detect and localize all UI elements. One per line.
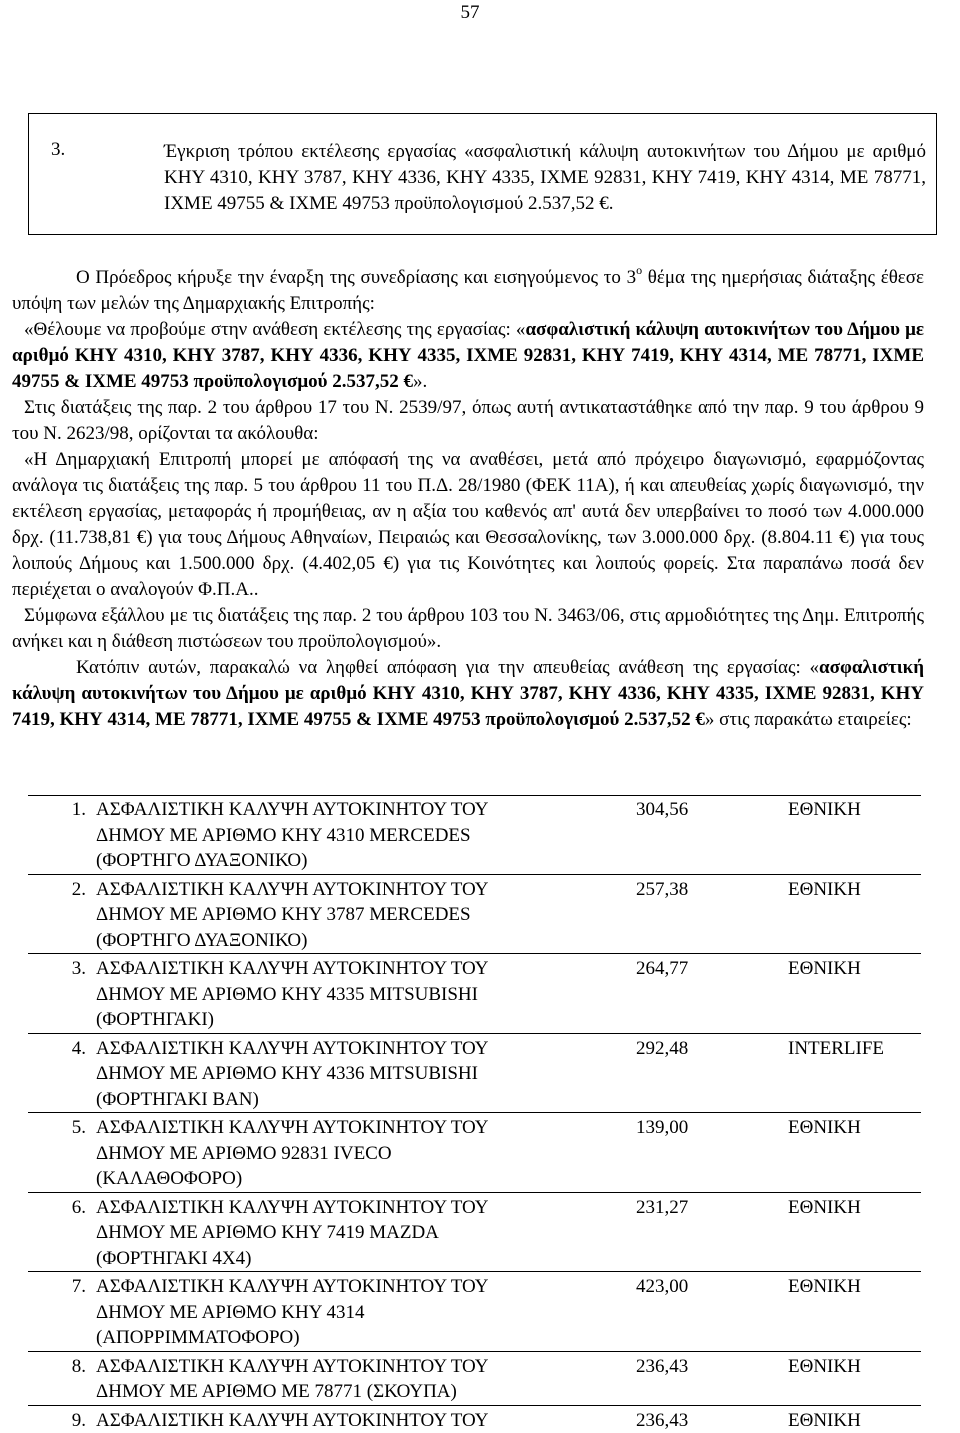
- row-company: ΕΘΝΙΚΗ: [783, 874, 921, 954]
- row-amount: 236,43: [606, 1351, 783, 1405]
- minutes-body: [12, 265, 924, 733]
- row-number: 5.: [28, 1113, 92, 1193]
- row-description: [92, 1272, 606, 1352]
- row-amount: 292,48: [606, 1033, 783, 1113]
- description-line: ΔΗΜΟΥ ΜΕ ΑΡΙΘΜΟ ΜΕ 78771 (ΣΚΟΥΠΑ): [96, 1379, 606, 1405]
- description-line: (ΦΟΡΤΗΓΑΚΙ ΒΑΝ): [96, 1087, 606, 1113]
- row-description: [92, 1405, 606, 1433]
- row-company: ΕΘΝΙΚΗ: [783, 1192, 921, 1272]
- row-number: 6.: [28, 1192, 92, 1272]
- row-description: [92, 1192, 606, 1272]
- description-line: ΔΗΜΟΥ ΜΕ ΑΡΙΘΜΟ ΚΗΥ 4335 MITSUBISHI: [96, 982, 606, 1008]
- agenda-item-number: 3.: [51, 139, 65, 161]
- row-number: 7.: [28, 1272, 92, 1352]
- agenda-item-title: Έγκριση τρόπου εκτέλεσης εργασίας «ασφαλιστική κάλυψη αυτοκινήτων του Δήμου με αριθμό ΚΗΥ 4310, ΚΗΥ 3787, ΚΗΥ 4336, ΚΗΥ 4335, ΙΧΜΕ 92831, ΚΗΥ 7419, ΚΗΥ 4314, ΜΕ 78771, ΙΧΜΕ 49755 & ΙΧΜΕ 49753 προϋπολογισμού 2.537,52 €.: [164, 139, 926, 217]
- row-amount: 139,00: [606, 1113, 783, 1193]
- row-company: ΕΘΝΙΚΗ: [783, 1351, 921, 1405]
- row-company: ΕΘΝΙΚΗ: [783, 1113, 921, 1193]
- intro-text-b: θέμα της ημερήσιας διάταξης έθεσε υπόψη των μελών της Δημαρχιακής Επιτροπής:: [12, 267, 924, 314]
- table-row: [28, 954, 921, 1034]
- row-description: [92, 1351, 606, 1405]
- table-row: [28, 795, 921, 874]
- row-amount: 257,38: [606, 874, 783, 954]
- row-number: 9.: [28, 1405, 92, 1433]
- table-row: [28, 1272, 921, 1352]
- description-line: ΑΣΦΑΛΙΣΤΙΚΗ ΚΑΛΥΨΗ ΑΥΤΟΚΙΝΗΤΟΥ ΤΟΥ: [96, 1408, 606, 1433]
- description-line: (ΦΟΡΤΗΓΟ ΔΥΑΞΟΝΙΚΟ): [96, 928, 606, 954]
- table-row: [28, 1033, 921, 1113]
- row-company: ΕΘΝΙΚΗ: [783, 795, 921, 874]
- law-reference-paragraph: Στις διατάξεις της παρ. 2 του άρθρου 17 του Ν. 2539/97, όπως αυτή αντικαταστάθηκε από την παρ. 9 του άρθρου 9 του Ν. 2623/98, ορίζονται τα ακόλουθα:: [12, 395, 924, 447]
- row-company: INTERLIFE: [783, 1033, 921, 1113]
- table-row: [28, 1405, 921, 1433]
- row-amount: 236,43: [606, 1405, 783, 1433]
- description-line: ΔΗΜΟΥ ΜΕ ΑΡΙΘΜΟ ΚΗΥ 3787 MERCEDES: [96, 902, 606, 928]
- decision-request-paragraph: [12, 655, 924, 733]
- description-line: ΔΗΜΟΥ ΜΕ ΑΡΙΘΜΟ ΚΗΥ 4336 MITSUBISHI: [96, 1061, 606, 1087]
- row-description: [92, 1033, 606, 1113]
- description-line: ΑΣΦΑΛΙΣΤΙΚΗ ΚΑΛΥΨΗ ΑΥΤΟΚΙΝΗΤΟΥ ΤΟΥ: [96, 797, 606, 823]
- description-line: (ΦΟΡΤΗΓΑΚΙ 4Χ4): [96, 1246, 606, 1272]
- row-description: [92, 1113, 606, 1193]
- agenda-item-box: [28, 113, 937, 235]
- row-amount: 423,00: [606, 1272, 783, 1352]
- description-line: (ΚΑΛΑΘΟΦΟΡΟ): [96, 1166, 606, 1192]
- decision-text-a: Κατόπιν αυτών, παρακαλώ να ληφθεί απόφαση για την απευθείας ανάθεση της εργασίας: «: [76, 657, 819, 678]
- row-amount: 231,27: [606, 1192, 783, 1272]
- row-company: ΕΘΝΙΚΗ: [783, 954, 921, 1034]
- proposal-text-b: ».: [413, 371, 427, 392]
- ordinal-superscript: ο: [636, 263, 642, 277]
- budget-paragraph: Σύμφωνα εξάλλου με τις διατάξεις της παρ. 2 του άρθρου 103 του Ν. 3463/06, στις αρμοδιότητες της Δημ. Επιτροπής ανήκει και η διάθεση πιστώσεων του προϋπολογισμού».: [12, 603, 924, 655]
- description-line: ΑΣΦΑΛΙΣΤΙΚΗ ΚΑΛΥΨΗ ΑΥΤΟΚΙΝΗΤΟΥ ΤΟΥ: [96, 877, 606, 903]
- description-line: (ΑΠΟΡΡΙΜΜΑΤΟΦΟΡΟ): [96, 1325, 606, 1351]
- description-line: ΔΗΜΟΥ ΜΕ ΑΡΙΘΜΟ 92831 IVECO: [96, 1141, 606, 1167]
- description-line: ΑΣΦΑΛΙΣΤΙΚΗ ΚΑΛΥΨΗ ΑΥΤΟΚΙΝΗΤΟΥ ΤΟΥ: [96, 1354, 606, 1380]
- row-number: 3.: [28, 954, 92, 1034]
- description-line: ΑΣΦΑΛΙΣΤΙΚΗ ΚΑΛΥΨΗ ΑΥΤΟΚΙΝΗΤΟΥ ΤΟΥ: [96, 1274, 606, 1300]
- intro-text-a: Ο Πρόεδρος κήρυξε την έναρξη της συνεδρίασης και εισηγούμενος το 3: [76, 267, 636, 288]
- description-line: ΔΗΜΟΥ ΜΕ ΑΡΙΘΜΟ ΚΗΥ 7419 MAZDA: [96, 1220, 606, 1246]
- decision-text-b: » στις παρακάτω εταιρείες:: [705, 709, 912, 730]
- proposal-bold-text: ασφαλιστική κάλυψη αυτοκινήτων του Δήμου με αριθμό ΚΗΥ 4310, ΚΗΥ 3787, ΚΗΥ 4336, ΚΗΥ 4335, ΙΧΜΕ 92831, ΚΗΥ 7419, ΚΗΥ 4314, ΜΕ 78771, ΙΧΜΕ 49755 & ΙΧΜΕ 49753 προϋπολογισμού 2.537,52 €: [12, 319, 924, 392]
- description-line: (ΦΟΡΤΗΓΟ ΔΥΑΞΟΝΙΚΟ): [96, 848, 606, 874]
- description-line: ΑΣΦΑΛΙΣΤΙΚΗ ΚΑΛΥΨΗ ΑΥΤΟΚΙΝΗΤΟΥ ΤΟΥ: [96, 1115, 606, 1141]
- description-line: ΑΣΦΑΛΙΣΤΙΚΗ ΚΑΛΥΨΗ ΑΥΤΟΚΙΝΗΤΟΥ ΤΟΥ: [96, 956, 606, 982]
- row-description: [92, 954, 606, 1034]
- row-description: [92, 874, 606, 954]
- row-amount: 304,56: [606, 795, 783, 874]
- decision-bold-text: ασφαλιστική κάλυψη αυτοκινήτων του Δήμου με αριθμό ΚΗΥ 4310, ΚΗΥ 3787, ΚΗΥ 4336, ΚΗΥ 4335, ΙΧΜΕ 92831, ΚΗΥ 7419, ΚΗΥ 4314, ΜΕ 78771, ΙΧΜΕ 49755 & ΙΧΜΕ 49753 προϋπολογισμού 2.537,52 €: [12, 657, 924, 730]
- row-number: 1.: [28, 795, 92, 874]
- page-number: 57: [450, 2, 490, 24]
- row-number: 2.: [28, 874, 92, 954]
- row-description: [92, 795, 606, 874]
- description-line: ΑΣΦΑΛΙΣΤΙΚΗ ΚΑΛΥΨΗ ΑΥΤΟΚΙΝΗΤΟΥ ΤΟΥ: [96, 1036, 606, 1062]
- description-line: ΔΗΜΟΥ ΜΕ ΑΡΙΘΜΟ ΚΗΥ 4310 MERCEDES: [96, 823, 606, 849]
- description-line: ΔΗΜΟΥ ΜΕ ΑΡΙΘΜΟ ΚΗΥ 4314: [96, 1300, 606, 1326]
- row-company: ΕΘΝΙΚΗ: [783, 1272, 921, 1352]
- table-row: [28, 1192, 921, 1272]
- insurance-quotes-table: [28, 795, 921, 1433]
- description-line: ΑΣΦΑΛΙΣΤΙΚΗ ΚΑΛΥΨΗ ΑΥΤΟΚΙΝΗΤΟΥ ΤΟΥ: [96, 1195, 606, 1221]
- table-row: [28, 1351, 921, 1405]
- row-number: 4.: [28, 1033, 92, 1113]
- table-row: [28, 1113, 921, 1193]
- description-line: (ΦΟΡΤΗΓΑΚΙ): [96, 1007, 606, 1033]
- proposal-text-a: «Θέλουμε να προβούμε στην ανάθεση εκτέλεσης της εργασίας: «: [24, 319, 525, 340]
- table-row: [28, 874, 921, 954]
- row-number: 8.: [28, 1351, 92, 1405]
- law-quote-paragraph: «Η Δημαρχιακή Επιτροπή μπορεί με απόφασή της να αναθέσει, μετά από πρόχειρο διαγωνισμό, εφαρμόζοντας ανάλογα τις διατάξεις της παρ. 5 του άρθρου 11 του Π.Δ. 28/1980 (ΦΕΚ 11Α), ή και απευθείας χωρίς διαγωνισμό, την εκτέλεση εργασίας, μεταφοράς ή προμήθειας, αν η αξία του καθενός απ' αυτά δεν υπερβαίνει το ποσό των 4.000.000 δρχ. (11.738,81 €) για τους Δήμους Αθηναίων, Πειραιώς και Θεσσαλονίκης, των 3.000.000 δρχ. (8.804.11 €) για τους λοιπούς Δήμους και 1.500.000 δρχ. (4.402,05 €) για τις Κοινότητες και λοιπούς φορείς. Στα παραπάνω ποσά δεν περιέχεται ο αναλογούν Φ.Π.Α..: [12, 447, 924, 603]
- row-company: ΕΘΝΙΚΗ: [783, 1405, 921, 1433]
- row-amount: 264,77: [606, 954, 783, 1034]
- proposal-paragraph: [12, 317, 924, 395]
- intro-paragraph: [12, 265, 924, 317]
